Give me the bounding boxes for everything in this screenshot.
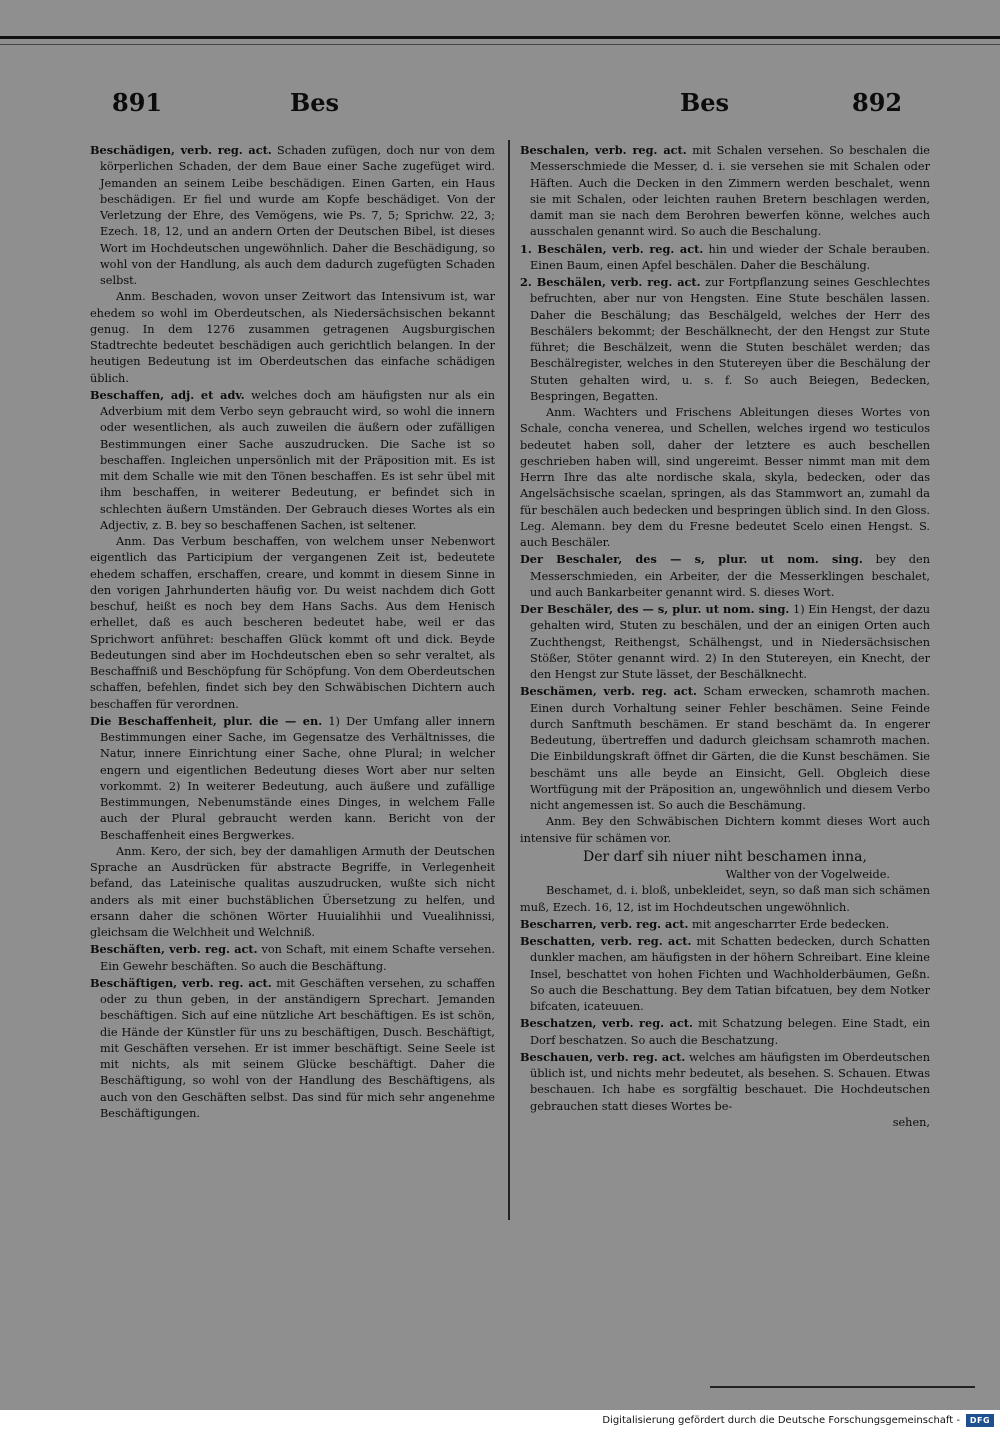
footer-credit: Digitalisierung gefördert durch die Deutsche Forschungsgemeinschaft -: [602, 1415, 960, 1426]
entry-text: Scham erwecken, schamroth machen. Einen durch Vorhaltung seiner Fehler beschämen. Seine Feinde durch Sanftmuth beschämen. Er stand beschämt da. In engerer Bedeutung, übertreffen und dadurch gleichsam schamroth machen. Die Einbildungskraft öffnet dir Gärten, die die Kunst beschämen. Sie beschämt uns alle beyde an Einsicht, Gell. Obgleich diese Wortfügung mit der Präposition an, ungewöhnlich und diesem Verbo nicht angemessen ist. So auch die Beschämung.: [530, 685, 930, 812]
entry-annotation: [520, 405, 930, 551]
verse-quote: Der darf sih niuer niht beschamen inna,: [583, 848, 867, 865]
entry-headword: Der Beschaler, des — s, plur. ut nom. sing.: [520, 552, 863, 567]
top-rule-thin: [0, 44, 1000, 45]
dictionary-entry: [520, 916, 930, 933]
dictionary-entry: [520, 933, 930, 1015]
entry-headword: Beschäften, verb. reg. act.: [90, 942, 258, 957]
entry-text: von Schaft, mit einem Schafte versehen. Ein Gewehr beschäften. So auch die Beschäftung.: [100, 943, 496, 973]
entry-text: mit angescharrter Erde bedecken.: [688, 917, 890, 931]
entry-annotation: [90, 844, 495, 942]
dictionary-entry: [90, 387, 495, 534]
dictionary-entry: [90, 713, 495, 844]
dictionary-entry: [520, 241, 930, 275]
dictionary-entry: [520, 1015, 930, 1049]
entry-text: Schaden zufügen, doch nur von dem körperlichen Schaden, der dem Baue einer Sache zugefüget wird. Jemanden an seinem Leibe beschädigen. Einen Garten, ein Haus beschädigen. Er fiel und wurde am Kopfe beschädiget. Von der Verletzung der Ehre, des Vemögens, wie Ps. 7, 5; Sprichw. 22, 3; Ezech. 18, 12, und an andern Orten der Deutschen Bibel, ist dieses Wort im Hochdeutschen ungewöhnlich. Daher die Beschädigung, so wohl von der Handlung, als auch dem dadurch zugefügten Schaden selbst.: [100, 144, 495, 287]
entry-text: Anm. Das Verbum beschaffen, von welchem unser Nebenwort eigentlich das Participium der vergangenen Zeit ist, bedeutete ehedem schaffen, erschaffen, creare, und kommt in diesem Sinne in den vorigen Jahrhunderten häufig vor. Du weist nachdem dich Gott beschuf, heißt es noch bey dem Hans Sachs. Aus dem Henisch erhellet, daß es auch bescheren bedeutet habe, weil er das Sprichwort anführet: beschaffen Glück kommt oft und dick. Beyde Bedeutungen sind aber im Hochdeutschen eben so sehr veraltet, als Beschaffniß und Beschöpfung für Schöpfung. Von dem Oberdeutschen schaffen, befehlen, findet sich bey den Schwäbischen Dichtern auch beschaffen für verordnen.: [90, 535, 495, 711]
verse-attribution: Walther von der Vogelweide.: [725, 868, 890, 881]
entry-text: mit Schatzung belegen. Eine Stadt, ein Dorf beschatzen. So auch die Beschatzung.: [530, 1017, 930, 1047]
entry-headword: Bescharren, verb. reg. act.: [520, 916, 689, 931]
entry-headword: Beschämen, verb. reg. act.: [520, 684, 697, 699]
entry-text: Beschamet, d. i. bloß, unbekleidet, seyn, so daß man sich schämen muß, Ezech. 16, 12, ist im Hochdeutschen ungewöhnlich.: [520, 884, 930, 914]
bottom-rule: [710, 1386, 975, 1388]
right-column: [520, 142, 930, 1131]
column-divider: [508, 140, 510, 1220]
footer-bar: [0, 1410, 1000, 1432]
entry-text: bey den Messerschmieden, ein Arbeiter, der die Messerklingen beschalet, und auch Bankarbeiter genannt wird. S. dieses Wort.: [530, 553, 930, 599]
entry-text: Anm. Beschaden, wovon unser Zeitwort das Intensivum ist, war ehedem so wohl im Oberdeutschen, als Niedersächsischen bekannt genug. In dem 1276 zusammen getragenen Augsburgischen Stadtrechte bedeutet beschädigen auch gerichtlich belangen. In der heutigen Bedeutung ist im Oberdeutschen das einfache schädigen üblich.: [90, 290, 495, 385]
entry-text: hin und wieder der Schale berauben. Einen Baum, einen Apfel beschälen. Daher die Beschälung.: [530, 242, 930, 272]
entry-annotation: [90, 534, 495, 713]
entry-text: mit Schalen versehen. So beschalen die Messerschmiede die Messer, d. i. sie versehen sie mit Schalen oder Häften. Auch die Decken in den Zimmern werden beschalet, wenn sie mit Schalen, oder leichten rauhen Bretern beschlagen werden, damit man sie nach dem Berohren bewerfen könne, welches auch ausschalen genannt wird. So auch die Beschalung.: [530, 144, 930, 239]
entry-headword: Beschädigen, verb. reg. act.: [90, 143, 272, 157]
dictionary-entry: [520, 142, 930, 241]
dictionary-entry: [90, 941, 495, 975]
dictionary-entry: [520, 274, 930, 405]
dictionary-entry: [90, 975, 495, 1122]
entry-headword: 1. Beschälen, verb. reg. act.: [520, 241, 704, 256]
catchword: sehen,: [892, 1115, 930, 1129]
right-page-number: 892: [852, 88, 903, 117]
entry-text: welches doch am häufigsten nur als ein Adverbium mit dem Verbo seyn gebraucht wird, so wohl die innern oder wesentlichen, als auch zuweilen die äußern oder zufälligen Bestimmungen einer Sache auszudrucken. Die Sache ist so beschaffen. Ingleichen unpersönlich mit der Präposition mit. Es ist mit dem Schalle wie mit den Tönen beschaffen. Es ist sehr übel mit ihm beschaffen, in weiterer Bedeutung, er befindet sich in schlechten äußern Umständen. Der Gebrauch dieses Wortes als ein Adjectiv, z. B. bey so beschaffenen Sachen, ist seltener.: [100, 388, 496, 532]
left-page-number: 891: [112, 88, 163, 117]
entry-annotation: [520, 883, 930, 916]
dictionary-entry: [520, 1049, 930, 1115]
dictionary-entry: [90, 142, 495, 289]
dictionary-entry: [520, 601, 930, 683]
entry-text: welches am häufigsten im Oberdeutschen üblich ist, und nichts mehr bedeutet, als besehen. S. Schauen. Etwas beschauen. Ich habe es sorgfältig beschauet. Die Hochdeutschen gebrauchen statt dieses Wortes be-: [530, 1050, 930, 1113]
entry-text: mit Geschäften versehen, zu schaffen oder zu thun geben, in der anständigern Sprechart. Jemanden beschäftigen. Sich auf eine nützliche Art beschäftigen. Es ist schön, die Hände der Künstler für uns zu beschäftigen, Dusch. Beschäftigt, mit Geschäften versehen. Er ist immer beschäftigt. Seine Seele ist mit nichts, als mit seinem Glücke beschäftigt. Daher die Beschäftigung, so wohl von der Handlung des Beschäftigens, als auch von den Geschäften selbst. Das sind für mich sehr angenehme Beschäftigungen.: [100, 976, 495, 1120]
entry-headword: Beschauen, verb. reg. act.: [520, 1049, 686, 1064]
entry-headword: 2. Beschälen, verb. reg. act.: [520, 275, 701, 289]
entry-headword: Der Beschäler, des — s, plur. ut nom. sing.: [520, 602, 790, 616]
entry-text: Anm. Wachters und Frischens Ableitungen dieses Wortes von Schale, concha venerea, und Schellen, welches irgend wo testiculos bedeutet haben soll, daher der letztere es auch beschellen geschrieben haben will, sind ungereimt. Besser nimmt man mit dem Herrn Ihre das alte nordische skala, skyla, bedecken, oder das Angelsächsische scaelan, springen, als das Stammwort an, zumahl da für beschälen auch bedecken und bespringen üblich sind. In den Gloss. Leg. Alemann. bey dem du Fresne bedeutet Scelo einen Hengst. S. auch Beschäler.: [520, 406, 930, 549]
entry-text: Anm. Bey den Schwäbischen Dichtern kommt dieses Wort auch intensive für schämen vor.: [520, 815, 930, 845]
dictionary-entry: [520, 551, 930, 601]
left-column: [90, 142, 495, 1122]
right-running-head: Bes: [680, 88, 730, 117]
entry-text: Anm. Kero, der sich, bey der damahligen Armuth der Deutschen Sprache an Ausdrücken für abstracte Begriffe, in Verlegenheit befand, das Lateinische qualitas auszudrucken, wußte sich nicht anders als mit einer buchstäblichen Übersetzung zu helfen, und ersann daher die schönen Wörter Huuialihhii und Vuealihnissi, gleichsam die Welchheit und Welchniß.: [90, 844, 495, 939]
entry-headword: Beschalen, verb. reg. act.: [520, 143, 687, 157]
dictionary-entry: [520, 683, 930, 814]
entry-text: 1) Ein Hengst, der dazu gehalten wird, Stuten zu beschälen, und der an einigen Orten auch Zuchthengst, Reithengst, Schälhengst, und in Niedersächsischen Stößer, Stöter genannt wird. 2) In den Stutereyen, ein Knecht, der den Hengst zur Stute lässet, der Beschälknecht.: [530, 603, 931, 681]
entry-annotation: [90, 289, 495, 387]
entry-annotation: [520, 814, 930, 847]
left-running-head: Bes: [290, 88, 340, 117]
dfg-logo: DFG: [966, 1414, 994, 1427]
entry-headword: Beschatten, verb. reg. act.: [520, 934, 692, 948]
entry-text: zur Fortpflanzung seines Geschlechtes befruchten, aber nur von Hengsten. Eine Stute beschälen lassen. Daher die Beschälung; das Beschälgeld, welches der Herr des Beschälers bekommt; der Beschälknecht, der den Hengst zur Stute führet; die Beschälzeit, wenn die Stuten beschälet werden; das Beschälregister, welches in den Stutereyen über die Beschälung der Stuten gehalten wird, u. s. f. So auch Beiegen, Bedecken, Bespringen, Begatten.: [530, 276, 930, 403]
entry-headword: Beschatzen, verb. reg. act.: [520, 1016, 693, 1031]
top-rule: [0, 36, 1000, 39]
entry-headword: Die Beschaffenheit, plur. die — en.: [90, 713, 323, 728]
entry-headword: Beschaffen, adj. et adv.: [90, 387, 245, 402]
entry-headword: Beschäftigen, verb. reg. act.: [90, 975, 272, 990]
entry-text: mit Schatten bedecken, durch Schatten dunkler machen, am häufigsten in der höhern Schreibart. Eine kleine Insel, beschattet von hohen Fichten und Wachholderbäumen, Geßn. So auch die Beschattung. Bey dem Tatian bifcatuen, bey dem Notker bifcaten, icateuuen.: [530, 935, 931, 1013]
entry-text: 1) Der Umfang aller innern Bestimmungen einer Sache, im Gegensatze des Verhältnisses, die Natur, innere Einrichtung einer Sache, ohne Plural; in welcher engern und eigentlichen Bedeutung dieses Wort aber nur selten vorkommt. 2) In weiterer Bedeutung, auch äußere und zufällige Bestimmungen, Nebenumstände eines Dinges, in welchem Falle auch der Plural gebraucht werden kann. Bericht von der Beschaffenheit eines Bergwerkes.: [100, 714, 495, 842]
